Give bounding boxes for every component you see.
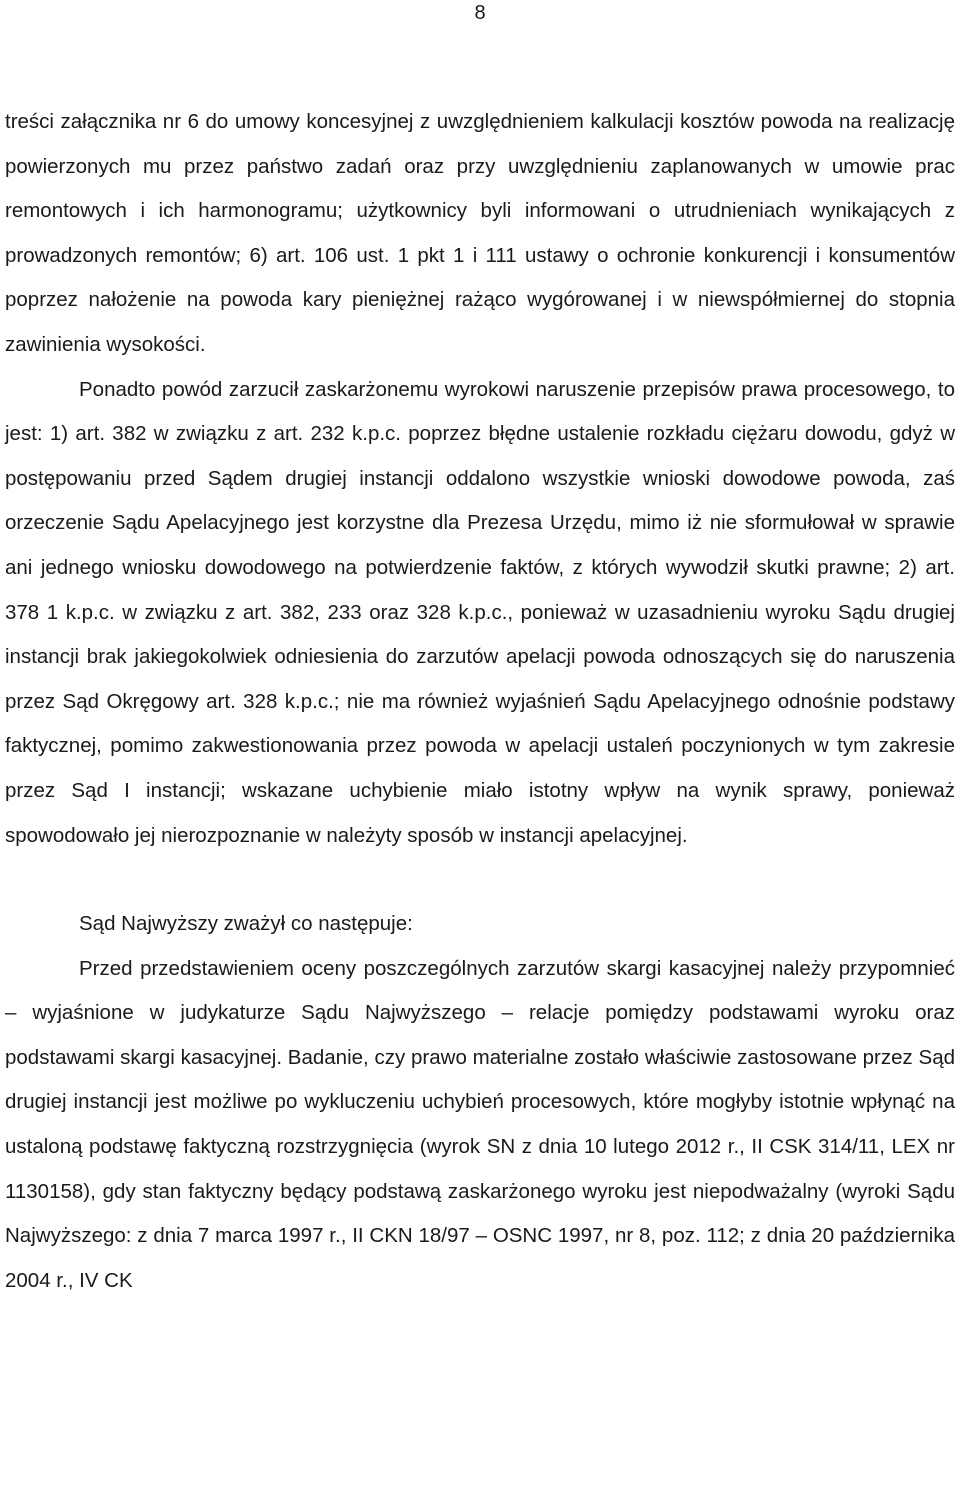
- document-body: [5, 100, 955, 1303]
- section-heading: Sąd Najwyższy zważył co następuje:: [79, 912, 413, 936]
- paragraph-spacer: [5, 858, 955, 902]
- paragraph-court-reasoning: Przed przedstawieniem oceny poszczególnych zarzutów skargi kasacyjnej należy przypomnieć – wyjaśnione w judykaturze Sądu Najwyższego – relacje pomiędzy podstawami wyroku oraz podstawami skargi kasacyjnej. Badanie, czy prawo materialne zostało właściwie zastosowane przez Sąd drugiej instancji jest możliwe po wykluczeniu uchybień procesowych, które mogłyby istotnie wpłynąć na ustaloną podstawę faktyczną rozstrzygnięcia (wyrok SN z dnia 10 lutego 2012 r., II CSK 314/11, LEX nr 1130158), gdy stan faktyczny będący podstawą zaskarżonego wyroku jest niepodważalny (wyroki Sądu Najwyższego: z dnia 7 marca 1997 r., II CKN 18/97 – OSNC 1997, nr 8, poz. 112; z dnia 20 października 2004 r., IV CK: [5, 956, 955, 1292]
- page-number: 8: [474, 2, 486, 24]
- paragraph-continuation: treści załącznika nr 6 do umowy koncesyjnej z uwzględnieniem kalkulacji kosztów powoda na realizację powierzonych mu przez państwo zadań oraz przy uwzględnieniu zaplanowanych w umowie prac remontowych i ich harmonogramu; użytkownicy byli informowani o utrudnieniach wynikających z prowadzonych remontów; 6) art. 106 ust. 1 pkt 1 i 111 ustawy o ochronie konkurencji i konsumentów poprzez nałożenie na powoda kary pieniężnej rażąco wygórowanej i w niewspółmiernej do stopnia zawinienia wysokości.: [5, 110, 955, 356]
- paragraph-procedural-charges: Ponadto powód zarzucił zaskarżonemu wyrokowi naruszenie przepisów prawa procesowego, to jest: 1) art. 382 w związku z art. 232 k.p.c. poprzez błędne ustalenie rozkładu ciężaru dowodu, gdyż w postępowaniu przed Sądem drugiej instancji oddalono wszystkie wnioski dowodowe powoda, zaś orzeczenie Sądu Apelacyjnego jest korzystne dla Prezesa Urzędu, mimo iż nie sformułował w sprawie ani jednego wniosku dowodowego na potwierdzenie faktów, z których wywodził skutki prawne; 2) art. 378 1 k.p.c. w związku z art. 382, 233 oraz 328 k.p.c., ponieważ w uzasadnieniu wyroku Sądu drugiej instancji brak jakiegokolwiek odniesienia do zarzutów apelacji powoda odnoszących się do naruszenia przez Sąd Okręgowy art. 328 k.p.c.; nie ma również wyjaśnień Sądu Apelacyjnego odnośnie podstawy faktycznej, pomimo zakwestionowania przez powoda w apelacji ustaleń poczynionych w tym zakresie przez Sąd I instancji; wskazane uchybienie miało istotny wpływ na wynik sprawy, ponieważ spowodowało jej nierozpoznanie w należyty sposób w instancji apelacyjnej.: [5, 377, 955, 847]
